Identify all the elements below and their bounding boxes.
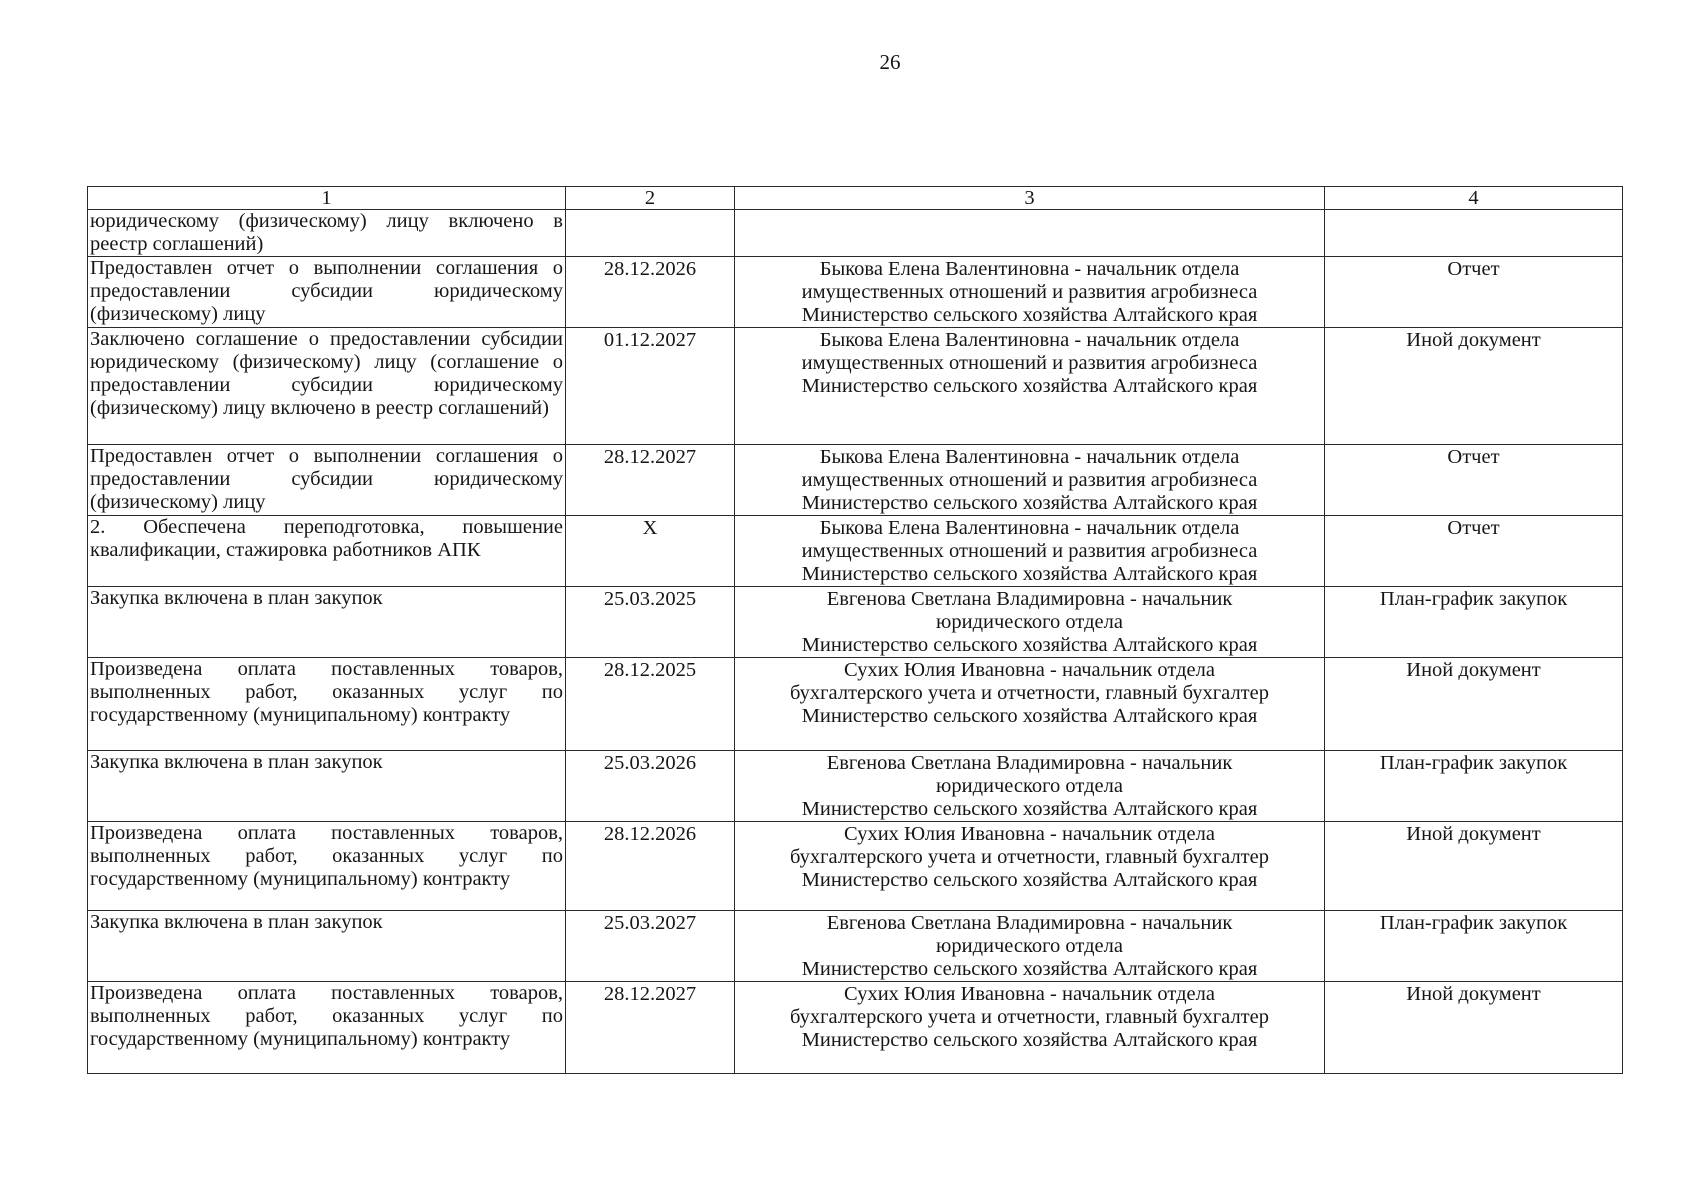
due-date: 28.12.2026 — [566, 822, 735, 911]
control-point-description: Предоставлен отчет о выполнении соглашения о предоставлении субсидии юридическому (физическому) лицу — [88, 257, 566, 328]
control-point-description: 2. Обеспечена переподготовка, повышение квалификации, стажировка работников АПК — [88, 516, 566, 587]
responsible-line: Быкова Елена Валентиновна - начальник отдела — [819, 258, 1240, 280]
column-header-4: 4 — [1325, 187, 1623, 210]
responsible-person — [735, 911, 1325, 982]
column-header-1: 1 — [88, 187, 566, 210]
table-row — [88, 328, 1623, 445]
control-point-description: юридическому (физическому) лицу включено в реестр соглашений) — [88, 210, 566, 257]
responsible-line: Министерство сельского хозяйства Алтайского края — [801, 634, 1258, 656]
responsible-line: юридического отдела — [936, 935, 1123, 957]
responsible-line: бухгалтерского учета и отчетности, главный бухгалтер — [789, 846, 1269, 868]
table-row — [88, 982, 1623, 1074]
column-header-2: 2 — [566, 187, 735, 210]
document-type: Иной документ — [1325, 658, 1623, 751]
control-point-description: Закупка включена в план закупок — [88, 751, 566, 822]
table-row — [88, 822, 1623, 911]
due-date: 25.03.2027 — [566, 911, 735, 982]
due-date: 01.12.2027 — [566, 328, 735, 445]
responsible-person — [735, 751, 1325, 822]
responsible-line: имущественных отношений и развития агробизнеса — [801, 540, 1258, 562]
responsible-line: Сухих Юлия Ивановна - начальник отдела — [844, 983, 1215, 1005]
responsible-line: Быкова Елена Валентиновна - начальник отдела — [819, 517, 1240, 539]
responsible-line: юридического отдела — [936, 611, 1123, 633]
responsible-line: Министерство сельского хозяйства Алтайского края — [801, 958, 1258, 980]
responsible-person — [735, 445, 1325, 516]
table-row — [88, 445, 1623, 516]
responsible-line: Евгенова Светлана Владимировна - начальник — [826, 588, 1233, 610]
responsible-line: Министерство сельского хозяйства Алтайского края — [801, 869, 1258, 891]
responsible-line: Сухих Юлия Ивановна - начальник отдела — [844, 659, 1215, 681]
table-row — [88, 911, 1623, 982]
control-point-description: Предоставлен отчет о выполнении соглашения о предоставлении субсидии юридическому (физическому) лицу — [88, 445, 566, 516]
table-row — [88, 257, 1623, 328]
responsible-line: юридического отдела — [936, 775, 1123, 797]
responsible-line: имущественных отношений и развития агробизнеса — [801, 281, 1258, 303]
due-date: 25.03.2026 — [566, 751, 735, 822]
table-row — [88, 587, 1623, 658]
responsible-person — [735, 822, 1325, 911]
responsible-line: бухгалтерского учета и отчетности, главный бухгалтер — [789, 682, 1269, 704]
document-type: Отчет — [1325, 445, 1623, 516]
responsible-line: Министерство сельского хозяйства Алтайского края — [801, 304, 1258, 326]
control-point-description: Закупка включена в план закупок — [88, 911, 566, 982]
table-row — [88, 751, 1623, 822]
document-type: План-график закупок — [1325, 587, 1623, 658]
table-row — [88, 210, 1623, 257]
control-point-description: Произведена оплата поставленных товаров, выполненных работ, оказанных услуг по государственному (муниципальному) контракту — [88, 982, 566, 1074]
control-point-description: Произведена оплата поставленных товаров, выполненных работ, оказанных услуг по государственному (муниципальному) контракту — [88, 822, 566, 911]
due-date: 28.12.2025 — [566, 658, 735, 751]
responsible-line: Быкова Елена Валентиновна - начальник отдела — [819, 329, 1240, 351]
responsible-line: имущественных отношений и развития агробизнеса — [801, 352, 1258, 374]
responsible-person — [735, 982, 1325, 1074]
due-date: 28.12.2026 — [566, 257, 735, 328]
responsible-person — [735, 516, 1325, 587]
responsible-line: Министерство сельского хозяйства Алтайского края — [801, 798, 1258, 820]
responsible-line: Министерство сельского хозяйства Алтайского края — [801, 492, 1258, 514]
control-point-description: Заключено соглашение о предоставлении субсидии юридическому (физическому) лицу (соглашение о предоставлении субсидии юридическому (физическому) лицу включено в реестр соглашений) — [88, 328, 566, 445]
due-date — [566, 210, 735, 257]
document-type: План-график закупок — [1325, 911, 1623, 982]
responsible-line: Министерство сельского хозяйства Алтайского края — [801, 563, 1258, 585]
responsible-line: Евгенова Светлана Владимировна - начальник — [826, 912, 1233, 934]
due-date: 28.12.2027 — [566, 445, 735, 516]
responsible-person — [735, 328, 1325, 445]
responsible-person — [735, 658, 1325, 751]
table-row — [88, 516, 1623, 587]
responsible-person — [735, 587, 1325, 658]
document-type: Иной документ — [1325, 328, 1623, 445]
table-row — [88, 658, 1623, 751]
responsible-line: Министерство сельского хозяйства Алтайского края — [801, 705, 1258, 727]
plan-table — [87, 186, 1623, 1074]
responsible-person — [735, 210, 1325, 257]
document-type: Иной документ — [1325, 822, 1623, 911]
responsible-line: Сухих Юлия Ивановна - начальник отдела — [844, 823, 1215, 845]
responsible-line: бухгалтерского учета и отчетности, главный бухгалтер — [789, 1006, 1269, 1028]
due-date: X — [566, 516, 735, 587]
control-point-description: Произведена оплата поставленных товаров, выполненных работ, оказанных услуг по государственному (муниципальному) контракту — [88, 658, 566, 751]
document-type: Иной документ — [1325, 982, 1623, 1074]
responsible-line: Министерство сельского хозяйства Алтайского края — [801, 1029, 1258, 1051]
header-row — [88, 187, 1623, 210]
document-type: Отчет — [1325, 257, 1623, 328]
responsible-line: Министерство сельского хозяйства Алтайского края — [801, 375, 1258, 397]
responsible-line: Евгенова Светлана Владимировна - начальник — [826, 752, 1233, 774]
document-type: План-график закупок — [1325, 751, 1623, 822]
page-number: 26 — [879, 50, 901, 74]
due-date: 28.12.2027 — [566, 982, 735, 1074]
control-point-description: Закупка включена в план закупок — [88, 587, 566, 658]
responsible-line: Быкова Елена Валентиновна - начальник отдела — [819, 446, 1240, 468]
document-type — [1325, 210, 1623, 257]
document-type: Отчет — [1325, 516, 1623, 587]
due-date: 25.03.2025 — [566, 587, 735, 658]
responsible-person — [735, 257, 1325, 328]
responsible-line: имущественных отношений и развития агробизнеса — [801, 469, 1258, 491]
column-header-3: 3 — [735, 187, 1325, 210]
